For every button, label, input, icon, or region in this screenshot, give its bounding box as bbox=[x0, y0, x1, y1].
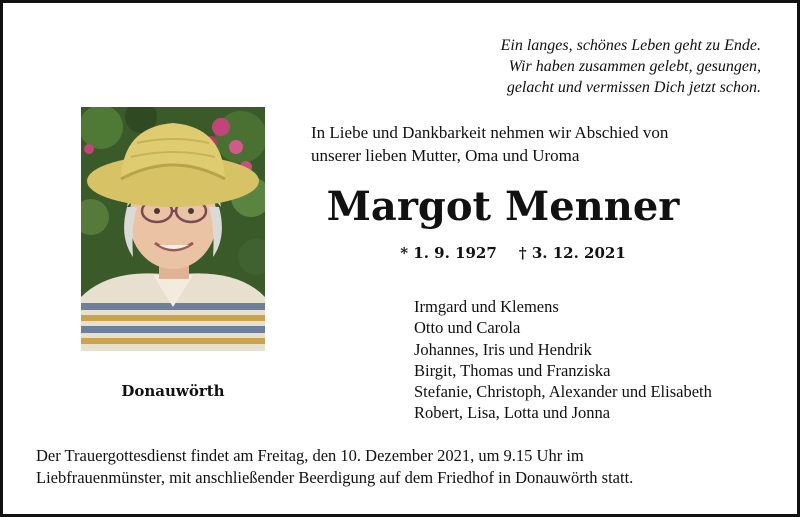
service-line-1: Der Trauergottesdienst findet am Freitag, den 10. Dezember 2021, um 9.15 Uhr im bbox=[36, 446, 584, 465]
life-dates bbox=[383, 244, 643, 262]
family-line: Birgit, Thomas und Franziska bbox=[414, 360, 611, 380]
family-line: Irmgard und Klemens bbox=[414, 297, 559, 316]
family-line: Robert, Lisa, Lotta und Jonna bbox=[414, 403, 611, 423]
family-line: Johannes, Iris und Hendrik bbox=[414, 339, 592, 359]
family-line: Otto und Carola bbox=[414, 318, 521, 338]
intro-line-2: unserer lieben Mutter, Oma und Uroma bbox=[311, 146, 580, 165]
service-line-2: Liebfrauenmünster, mit anschließender Beerdigung auf dem Friedhof in Donauwörth statt. bbox=[36, 468, 634, 487]
funeral-service-info bbox=[36, 445, 776, 489]
memorial-verse bbox=[441, 35, 761, 98]
place-of-residence: Donauwörth bbox=[121, 382, 225, 400]
death-date: † 3. 12. 2021 bbox=[518, 244, 626, 262]
intro-line-1: In Liebe und Dankbarkeit nehmen wir Abschied von bbox=[311, 123, 669, 142]
deceased-name: Margot Menner bbox=[326, 183, 680, 230]
intro-text bbox=[311, 121, 771, 167]
verse-line-3: gelacht und vermissen Dich jetzt schon. bbox=[506, 79, 761, 96]
birth-date: * 1. 9. 1927 bbox=[400, 244, 497, 262]
portrait-photo bbox=[81, 107, 265, 351]
family-line: Stefanie, Christoph, Alexander und Elisabeth bbox=[414, 382, 712, 402]
verse-line-1: Ein langes, schönes Leben geht zu Ende. bbox=[500, 37, 761, 54]
family-list bbox=[414, 296, 784, 424]
verse-line-2: Wir haben zusammen gelebt, gesungen, bbox=[508, 58, 761, 75]
